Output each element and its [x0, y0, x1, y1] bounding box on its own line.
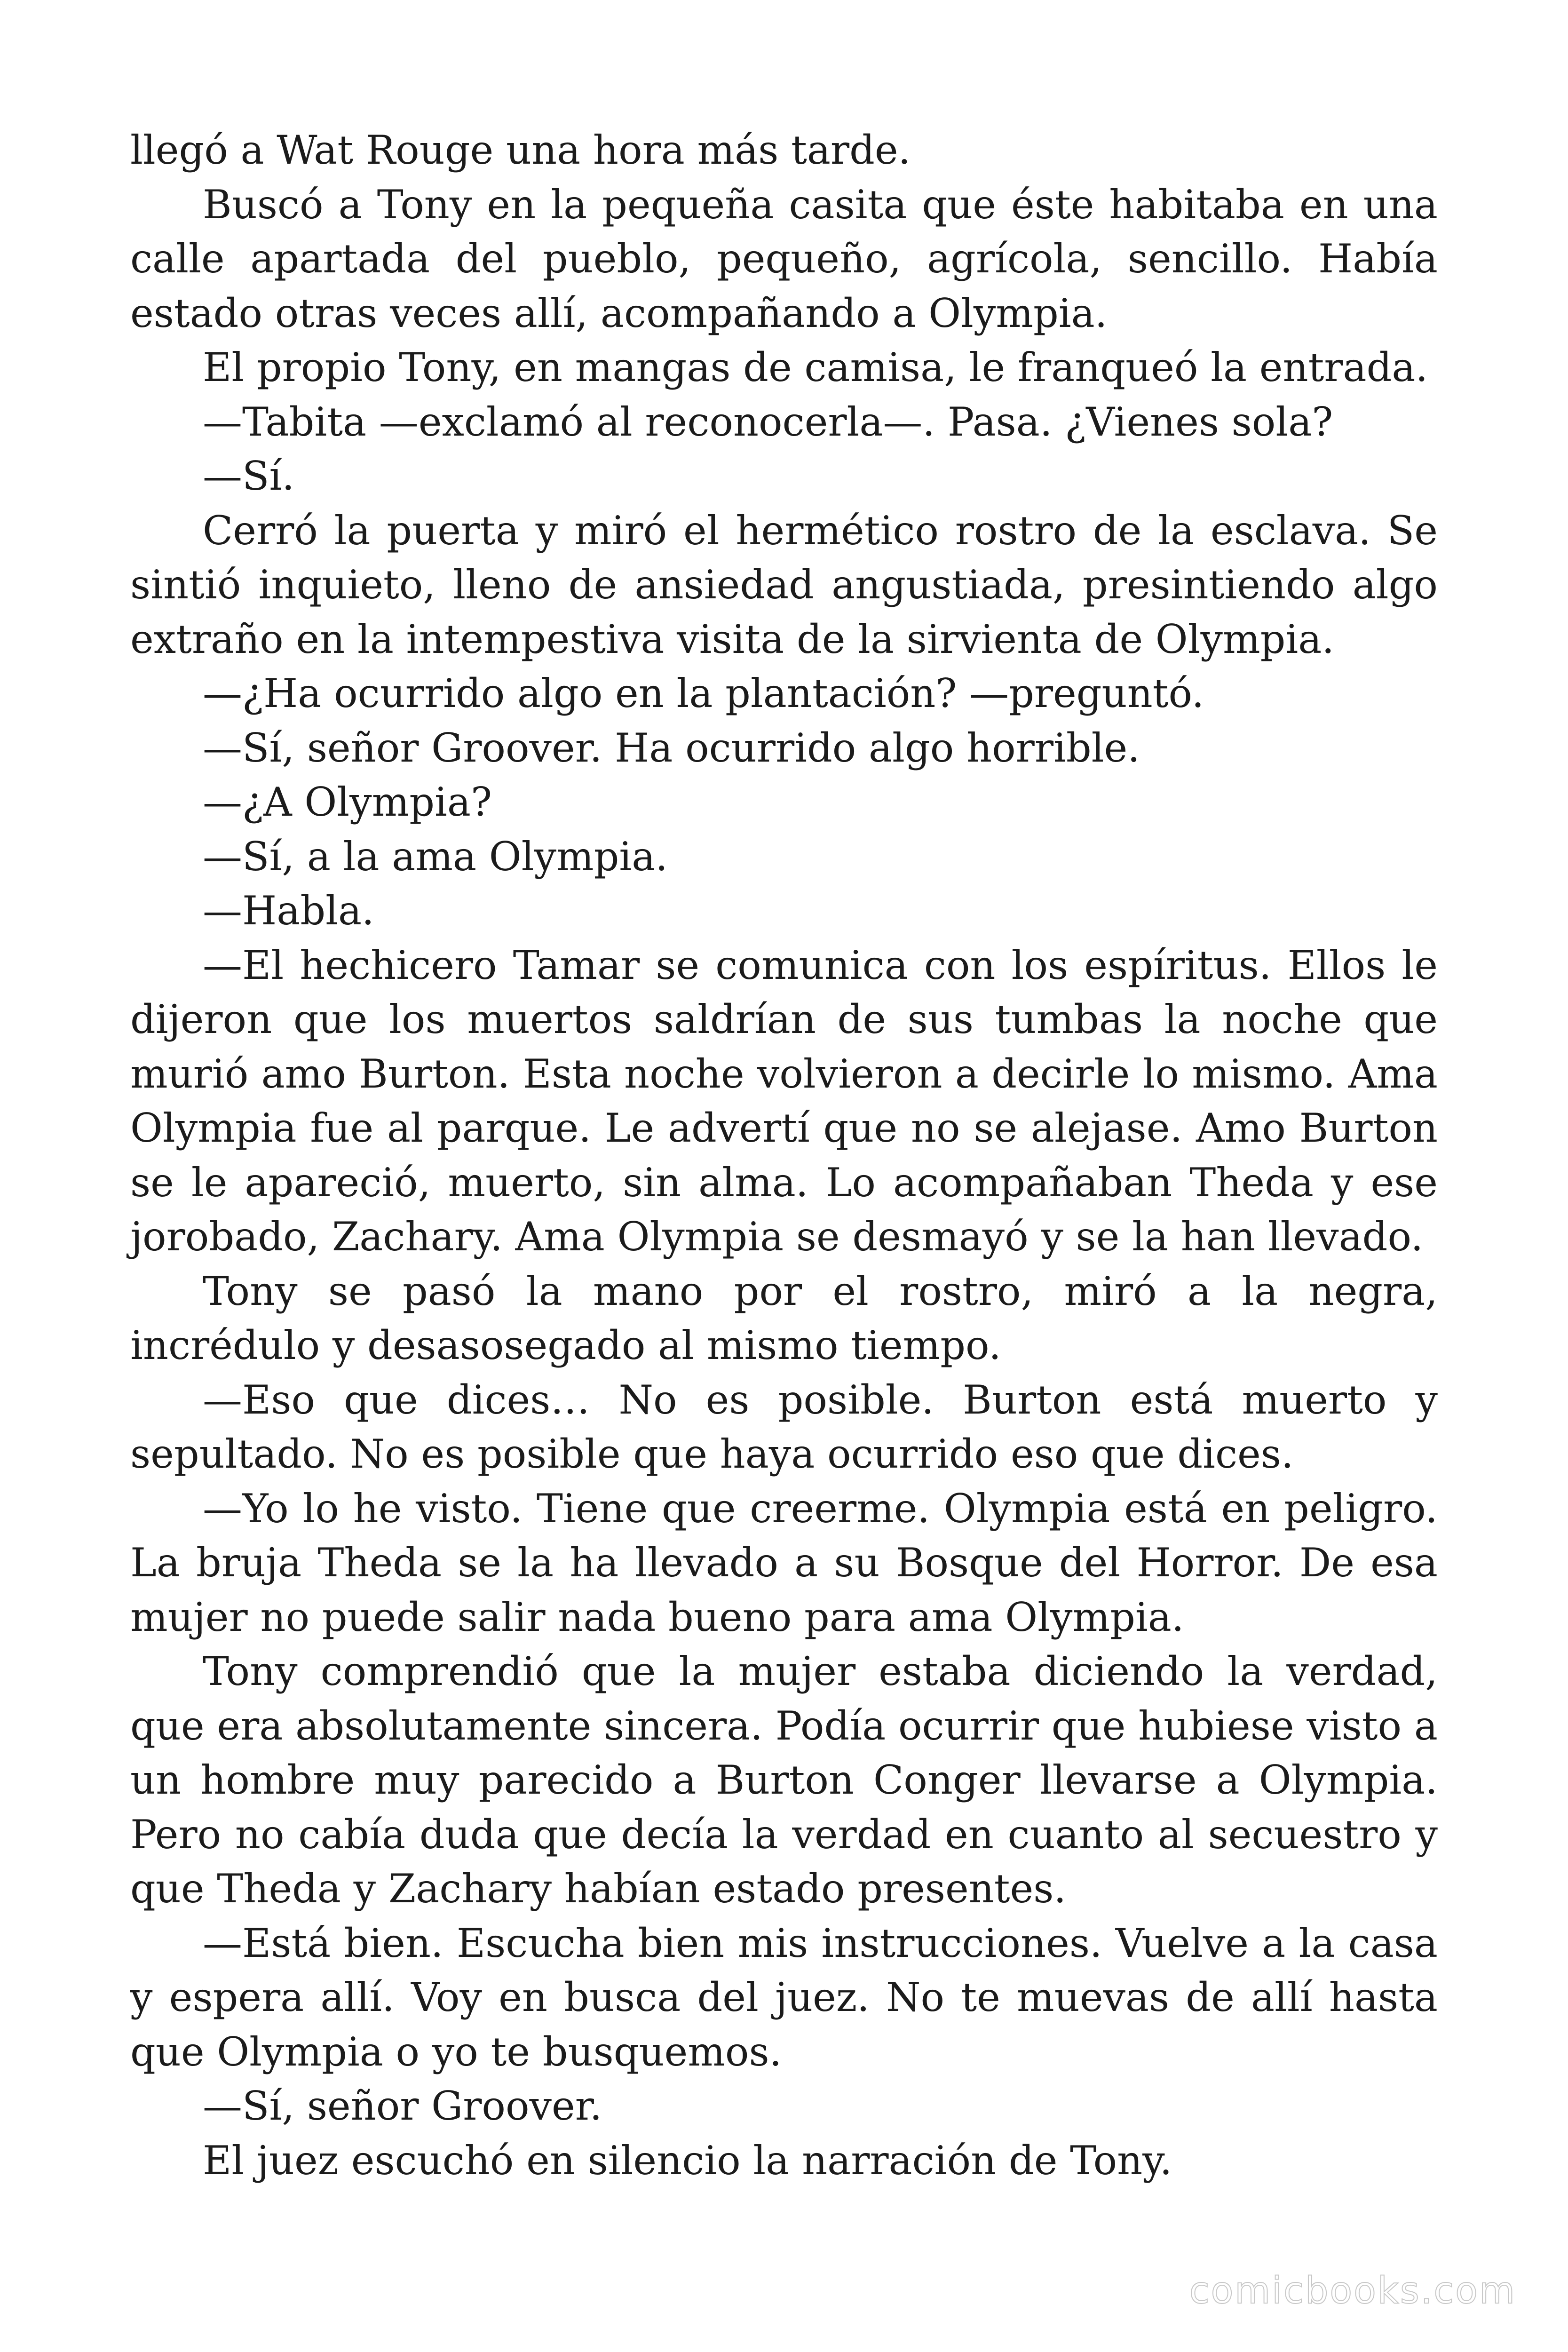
- paragraph: Cerró la puerta y miró el hermético rostro de la esclava. Se sintió inquieto, lleno de ansiedad angustiada, presintiendo algo extraño en la intempestiva visita de la sirvienta de Olympia.: [130, 507, 1438, 662]
- dialogue-line: —Tabita —exclamó al reconocerla—. Pasa. ¿Vienes sola?: [203, 398, 1333, 445]
- dialogue-line: —Sí, señor Groover. Ha ocurrido algo horrible.: [203, 724, 1140, 771]
- paragraph: llegó a Wat Rouge una hora más tarde.: [130, 127, 911, 173]
- dialogue-line: —Yo lo he visto. Tiene que creerme. Olympia está en peligro. La bruja Theda se la ha llevado a su Bosque del Horror. De esa mujer no puede salir nada bueno para ama Olympia.: [130, 1485, 1438, 1640]
- paragraph: El juez escuchó en silencio la narración de Tony.: [203, 2137, 1172, 2184]
- dialogue-line: —Está bien. Escucha bien mis instrucciones. Vuelve a la casa y espera allí. Voy en busca del juez. No te muevas de allí hasta que Olympia o yo te busquemos.: [130, 1920, 1438, 2075]
- dialogue-line: —El hechicero Tamar se comunica con los espíritus. Ellos le dijeron que los muertos saldrían de sus tumbas la noche que murió amo Burton. Esta noche volvieron a decirle lo mismo. Ama Olympia fue al parque. Le advertí que no se alejase. Amo Burton se le apareció, muerto, sin alma. Lo acompañaban Theda y ese jorobado, Zachary. Ama Olympia se desmayó y se la han llevado.: [130, 942, 1438, 1260]
- dialogue-line: —¿A Olympia?: [203, 779, 492, 825]
- watermark: comicbooks.com: [1189, 2270, 1516, 2312]
- dialogue-line: —¿Ha ocurrido algo en la plantación? —preguntó.: [203, 670, 1204, 716]
- paragraph: Tony se pasó la mano por el rostro, miró a la negra, incrédulo y desasosegado al mismo tiempo.: [130, 1268, 1438, 1368]
- dialogue-line: —Sí, a la ama Olympia.: [203, 833, 668, 880]
- dialogue-line: —Eso que dices… No es posible. Burton está muerto y sepultado. No es posible que haya ocurrido eso que dices.: [130, 1376, 1438, 1477]
- dialogue-line: —Habla.: [203, 888, 374, 934]
- dialogue-line: —Sí.: [203, 453, 295, 499]
- paragraph: El propio Tony, en mangas de camisa, le franqueó la entrada.: [203, 344, 1428, 390]
- dialogue-line: —Sí, señor Groover.: [203, 2083, 602, 2129]
- body-text: [130, 123, 1438, 2188]
- paragraph: Buscó a Tony en la pequeña casita que éste habitaba en una calle apartada del pueblo, pequeño, agrícola, sencillo. Había estado otras veces allí, acompañando a Olympia.: [130, 181, 1438, 336]
- paragraph: Tony comprendió que la mujer estaba diciendo la verdad, que era absolutamente sincera. Podía ocurrir que hubiese visto a un hombre muy parecido a Burton Conger llevarse a Olympia. Pero no cabía duda que decía la verdad en cuanto al secuestro y que Theda y Zachary habían estado presentes.: [130, 1648, 1438, 1912]
